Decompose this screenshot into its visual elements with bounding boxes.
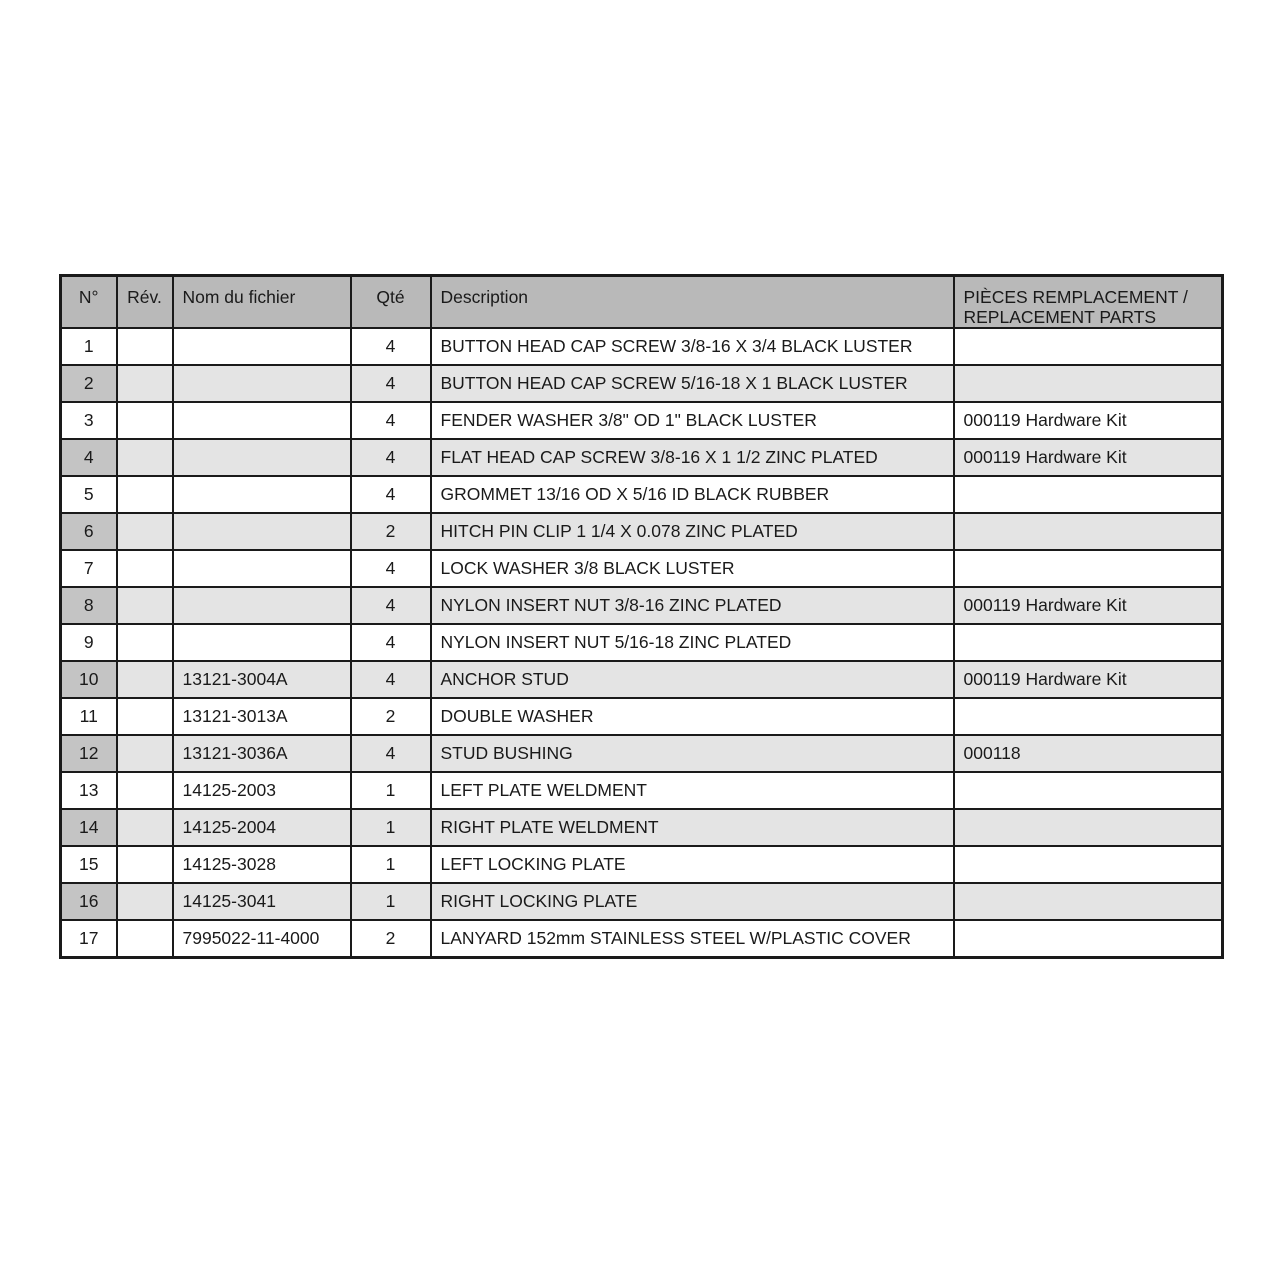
table-row: [61, 624, 1223, 661]
description-cell: NYLON INSERT NUT 3/8-16 ZINC PLATED: [431, 587, 954, 624]
replacement-parts-cell: [954, 328, 1223, 365]
item-number: 11: [61, 698, 117, 735]
description-cell: LOCK WASHER 3/8 BLACK LUSTER: [431, 550, 954, 587]
replacement-parts-cell: 000119 Hardware Kit: [954, 587, 1223, 624]
table-row: [61, 439, 1223, 476]
file-name-cell: 14125-3041: [173, 883, 351, 920]
description-cell: LANYARD 152mm STAINLESS STEEL W/PLASTIC COVER: [431, 920, 954, 958]
item-number: 9: [61, 624, 117, 661]
quantity-cell: 4: [351, 624, 431, 661]
item-number: 13: [61, 772, 117, 809]
replacement-parts-cell: [954, 920, 1223, 958]
parts-table: [59, 274, 1224, 959]
replacement-parts-cell: [954, 476, 1223, 513]
replacement-parts-cell: [954, 513, 1223, 550]
quantity-cell: 4: [351, 365, 431, 402]
table-row: [61, 661, 1223, 698]
replacement-parts-cell: [954, 809, 1223, 846]
description-cell: GROMMET 13/16 OD X 5/16 ID BLACK RUBBER: [431, 476, 954, 513]
quantity-cell: 4: [351, 735, 431, 772]
item-number: 8: [61, 587, 117, 624]
file-name-cell: [173, 587, 351, 624]
item-number: 16: [61, 883, 117, 920]
file-name-cell: 7995022-11-4000: [173, 920, 351, 958]
replacement-parts-cell: [954, 365, 1223, 402]
replacement-parts-cell: 000119 Hardware Kit: [954, 439, 1223, 476]
file-name-cell: 13121-3004A: [173, 661, 351, 698]
header-quantity: Qté: [351, 276, 431, 329]
table-row: [61, 920, 1223, 958]
revision-cell: [117, 735, 173, 772]
revision-cell: [117, 365, 173, 402]
table-row: [61, 550, 1223, 587]
header-row: [61, 276, 1223, 329]
table-row: [61, 809, 1223, 846]
revision-cell: [117, 587, 173, 624]
file-name-cell: 14125-2003: [173, 772, 351, 809]
table-row: [61, 365, 1223, 402]
replacement-parts-cell: [954, 846, 1223, 883]
item-number: 15: [61, 846, 117, 883]
table-row: [61, 402, 1223, 439]
file-name-cell: 13121-3013A: [173, 698, 351, 735]
description-cell: BUTTON HEAD CAP SCREW 5/16-18 X 1 BLACK LUSTER: [431, 365, 954, 402]
description-cell: NYLON INSERT NUT 5/16-18 ZINC PLATED: [431, 624, 954, 661]
file-name-cell: 14125-2004: [173, 809, 351, 846]
file-name-cell: [173, 365, 351, 402]
quantity-cell: 4: [351, 439, 431, 476]
quantity-cell: 4: [351, 476, 431, 513]
revision-cell: [117, 476, 173, 513]
item-number: 14: [61, 809, 117, 846]
revision-cell: [117, 513, 173, 550]
quantity-cell: 4: [351, 328, 431, 365]
quantity-cell: 4: [351, 550, 431, 587]
table-row: [61, 772, 1223, 809]
header-number: N°: [61, 276, 117, 329]
item-number: 4: [61, 439, 117, 476]
revision-cell: [117, 772, 173, 809]
item-number: 12: [61, 735, 117, 772]
replacement-parts-cell: [954, 883, 1223, 920]
quantity-cell: 1: [351, 846, 431, 883]
quantity-cell: 4: [351, 402, 431, 439]
replacement-parts-cell: [954, 698, 1223, 735]
description-cell: FENDER WASHER 3/8" OD 1" BLACK LUSTER: [431, 402, 954, 439]
revision-cell: [117, 809, 173, 846]
quantity-cell: 1: [351, 883, 431, 920]
file-name-cell: [173, 402, 351, 439]
file-name-cell: [173, 439, 351, 476]
file-name-cell: 14125-3028: [173, 846, 351, 883]
item-number: 2: [61, 365, 117, 402]
replacement-parts-cell: 000119 Hardware Kit: [954, 402, 1223, 439]
revision-cell: [117, 402, 173, 439]
revision-cell: [117, 661, 173, 698]
replacement-parts-cell: 000119 Hardware Kit: [954, 661, 1223, 698]
item-number: 3: [61, 402, 117, 439]
revision-cell: [117, 328, 173, 365]
quantity-cell: 2: [351, 698, 431, 735]
revision-cell: [117, 624, 173, 661]
parts-table-body: [61, 328, 1223, 958]
description-cell: ANCHOR STUD: [431, 661, 954, 698]
header-description: Description: [431, 276, 954, 329]
description-cell: HITCH PIN CLIP 1 1/4 X 0.078 ZINC PLATED: [431, 513, 954, 550]
table-row: [61, 476, 1223, 513]
quantity-cell: 4: [351, 587, 431, 624]
revision-cell: [117, 439, 173, 476]
item-number: 1: [61, 328, 117, 365]
quantity-cell: 2: [351, 513, 431, 550]
description-cell: BUTTON HEAD CAP SCREW 3/8-16 X 3/4 BLACK LUSTER: [431, 328, 954, 365]
table-row: [61, 587, 1223, 624]
file-name-cell: [173, 624, 351, 661]
description-cell: LEFT LOCKING PLATE: [431, 846, 954, 883]
revision-cell: [117, 846, 173, 883]
quantity-cell: 1: [351, 809, 431, 846]
table-row: [61, 883, 1223, 920]
file-name-cell: [173, 550, 351, 587]
file-name-cell: [173, 476, 351, 513]
table-row: [61, 698, 1223, 735]
revision-cell: [117, 698, 173, 735]
header-revision: Rév.: [117, 276, 173, 329]
file-name-cell: 13121-3036A: [173, 735, 351, 772]
item-number: 10: [61, 661, 117, 698]
revision-cell: [117, 550, 173, 587]
description-cell: DOUBLE WASHER: [431, 698, 954, 735]
quantity-cell: 2: [351, 920, 431, 958]
description-cell: RIGHT LOCKING PLATE: [431, 883, 954, 920]
replacement-parts-cell: [954, 550, 1223, 587]
header-file-name: Nom du fichier: [173, 276, 351, 329]
item-number: 7: [61, 550, 117, 587]
replacement-parts-cell: 000118: [954, 735, 1223, 772]
revision-cell: [117, 883, 173, 920]
file-name-cell: [173, 513, 351, 550]
table-row: [61, 846, 1223, 883]
revision-cell: [117, 920, 173, 958]
description-cell: RIGHT PLATE WELDMENT: [431, 809, 954, 846]
item-number: 6: [61, 513, 117, 550]
item-number: 17: [61, 920, 117, 958]
quantity-cell: 1: [351, 772, 431, 809]
quantity-cell: 4: [351, 661, 431, 698]
description-cell: LEFT PLATE WELDMENT: [431, 772, 954, 809]
item-number: 5: [61, 476, 117, 513]
header-replacement-parts: PIÈCES REMPLACEMENT / REPLACEMENT PARTS: [954, 276, 1223, 329]
description-cell: STUD BUSHING: [431, 735, 954, 772]
replacement-parts-cell: [954, 624, 1223, 661]
replacement-parts-cell: [954, 772, 1223, 809]
file-name-cell: [173, 328, 351, 365]
table-row: [61, 735, 1223, 772]
table-row: [61, 513, 1223, 550]
description-cell: FLAT HEAD CAP SCREW 3/8-16 X 1 1/2 ZINC PLATED: [431, 439, 954, 476]
table-row: [61, 328, 1223, 365]
